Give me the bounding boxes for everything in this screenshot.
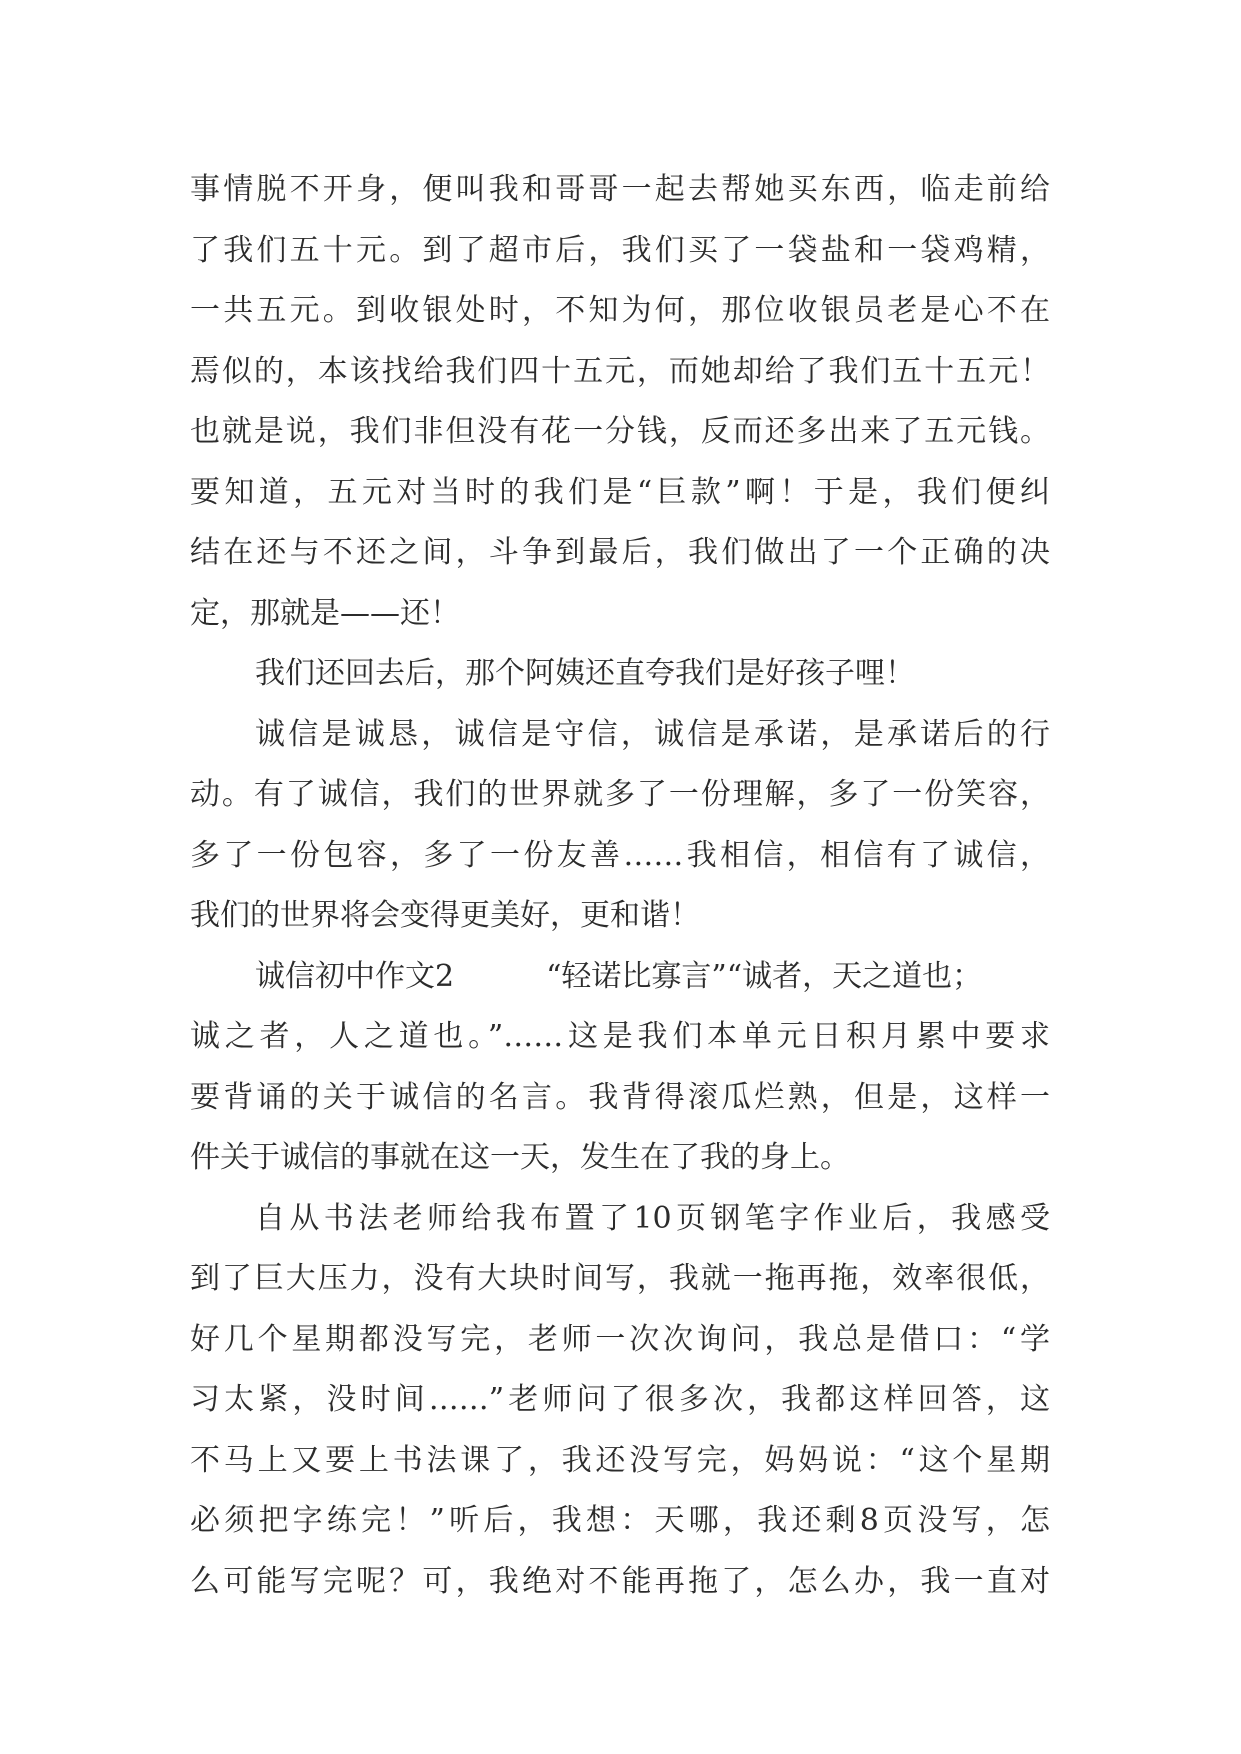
- text-line: [190, 947, 1050, 1008]
- text-line: 我们的世界将会变得更美好，更和谐！: [190, 898, 700, 933]
- section-heading: 诚信初中作文2: [255, 958, 455, 994]
- text-fragment: “轻诺比寡言”“诚者，天之道也；: [546, 958, 983, 994]
- text-line: 定，那就是——还！: [190, 595, 460, 631]
- text-line: 么可能写完呢？可，我绝对不能再拖了，怎么办，我一直对: [190, 1563, 1050, 1599]
- text-line: 要背诵的关于诚信的名言。我背得滚瓜烂熟，但是，这样一: [190, 1079, 1050, 1115]
- text-line: 好几个星期都没写完，老师一次次询问，我总是借口：“学: [190, 1321, 1050, 1357]
- text-line: 习太紧，没时间……”老师问了很多次，我都这样回答，这: [190, 1382, 1050, 1417]
- text-line: 我们还回去后，那个阿姨还直夸我们是好孩子哩！: [255, 656, 915, 691]
- text-line: 诚之者，人之道也。”……这是我们本单元日积月累中要求: [190, 1019, 1050, 1054]
- text-line: 不马上又要上书法课了，我还没写完，妈妈说：“这个星期: [190, 1442, 1050, 1478]
- text-line: 自从书法老师给我布置了10页钢笔字作业后，我感受: [255, 1200, 1050, 1236]
- text-line: 结在还与不还之间，斗争到最后，我们做出了一个正确的决: [190, 535, 1050, 570]
- document-body: [190, 160, 1050, 1612]
- text-line: 必须把字练完！”听后，我想：天哪，我还剩8页没写，怎: [190, 1503, 1050, 1538]
- text-line: 到了巨大压力，没有大块时间写，我就一拖再拖，效率很低，: [190, 1261, 1050, 1296]
- text-line: 也就是说，我们非但没有花一分钱，反而还多出来了五元钱。: [190, 414, 1050, 449]
- text-line: 件关于诚信的事就在这一天，发生在了我的身上。: [190, 1140, 850, 1175]
- text-line: 诚信是诚恳，诚信是守信，诚信是承诺，是承诺后的行: [255, 716, 1050, 752]
- text-line: 动。有了诚信，我们的世界就多了一份理解，多了一份笑容，: [190, 777, 1050, 812]
- text-line: 多了一份包容，多了一份友善……我相信，相信有了诚信，: [190, 837, 1050, 873]
- text-line: 焉似的，本该找给我们四十五元，而她却给了我们五十五元！: [190, 353, 1050, 389]
- text-line: 一共五元。到收银处时，不知为何，那位收银员老是心不在: [190, 293, 1050, 328]
- text-line: 要知道，五元对当时的我们是“巨款”啊！于是，我们便纠: [190, 474, 1050, 510]
- text-line: 了我们五十元。到了超市后，我们买了一袋盐和一袋鸡精，: [190, 232, 1050, 268]
- text-line: 事情脱不开身，便叫我和哥哥一起去帮她买东西，临走前给: [190, 172, 1050, 207]
